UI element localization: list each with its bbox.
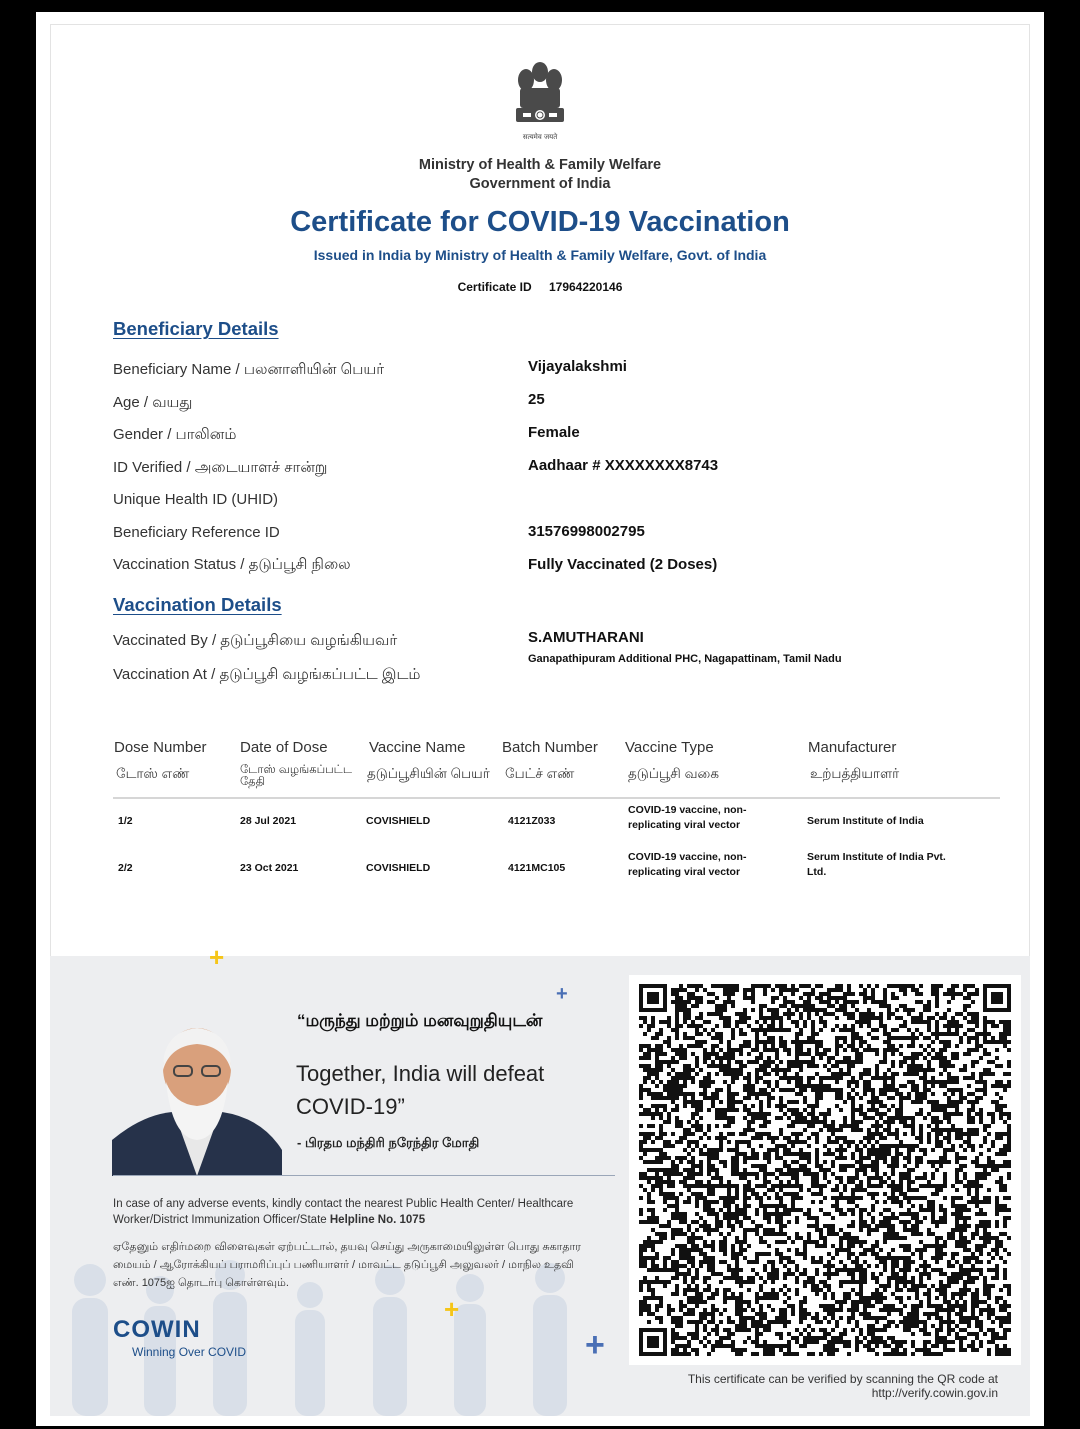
- plus-icon: +: [209, 942, 225, 972]
- col-manufacturer-ta: உற்பத்தியாளர்: [810, 766, 900, 781]
- dose-2-manufacturer: Serum Institute of India Pvt. Ltd.: [807, 851, 946, 878]
- dose-1-number: 1/2: [118, 815, 133, 827]
- gender-value: Female: [528, 424, 580, 441]
- beneficiary-name-label: Beneficiary Name / பலனாளியின் பெயர்: [113, 361, 385, 378]
- quote-english: Together, India will defeat COVID-19”: [296, 1061, 545, 1119]
- vaccination-status-label: Vaccination Status / தடுப்பூசி நிலை: [113, 556, 351, 573]
- prime-minister-portrait: [112, 1020, 282, 1176]
- table-divider: [113, 797, 1000, 799]
- dose-1-batch: 4121Z033: [508, 815, 556, 827]
- col-vaccine-type-ta: தடுப்பூசி வகை: [628, 766, 719, 781]
- dose-2-type: COVID-19 vaccine, non-replicating viral vector: [628, 851, 747, 878]
- plus-icon: +: [444, 1294, 460, 1324]
- dose-1-type: COVID-19 vaccine, non-replicating viral vector: [628, 804, 747, 831]
- page-subtitle: Issued in India by Ministry of Health & Family Welfare, Govt. of India: [313, 247, 767, 263]
- dose-2-number: 2/2: [118, 862, 133, 874]
- verification-text: This certificate can be verified by scanning the QR code at: [687, 1372, 998, 1386]
- col-batch-number: Batch Number: [502, 739, 598, 756]
- certificate-id: [0, 280, 1080, 294]
- helpline-number: Helpline No. 1075: [329, 1214, 426, 1226]
- beneficiary-name-value: Vijayalakshmi: [528, 358, 627, 375]
- id-verified-label: ID Verified / அடையாளச் சான்று: [113, 459, 328, 476]
- age-label: Age / வயது: [113, 394, 193, 411]
- cowin-tagline: Winning Over COVID: [132, 1345, 247, 1359]
- qr-code-container: [629, 975, 1021, 1365]
- col-vaccine-name: Vaccine Name: [369, 739, 466, 756]
- page-title: Certificate for COVID-19 Vaccination: [290, 206, 790, 238]
- plus-icon: +: [556, 983, 568, 1005]
- certificate-id-label: Certificate ID: [457, 280, 532, 294]
- dose-1-date: 28 Jul 2021: [240, 815, 297, 827]
- col-batch-number-ta: பேட்ச் எண்: [505, 766, 575, 781]
- vaccination-at-value: Ganapathipuram Additional PHC, Nagapattinam, Tamil Nadu: [528, 653, 842, 665]
- dose-2-vaccine: COVISHIELD: [366, 862, 431, 874]
- national-emblem-icon: [511, 58, 569, 144]
- dose-2-batch: 4121MC105: [508, 862, 566, 874]
- age-value: 25: [528, 391, 545, 408]
- col-date-of-dose: Date of Dose: [240, 739, 328, 756]
- reference-id-label: Beneficiary Reference ID: [113, 524, 280, 541]
- col-vaccine-type: Vaccine Type: [625, 739, 714, 756]
- beneficiary-details-heading: Beneficiary Details: [113, 318, 279, 339]
- ministry-name: Ministry of Health & Family Welfare: [418, 157, 662, 173]
- reference-id-value: 31576998002795: [528, 523, 645, 540]
- uhid-label: Unique Health ID (UHID): [113, 491, 279, 508]
- col-dose-number: Dose Number: [114, 739, 207, 756]
- vaccinated-by-label: Vaccinated By / தடுப்பூசியை வழங்கியவர்: [113, 632, 398, 649]
- plus-icon: +: [585, 1326, 605, 1364]
- government-name: Government of India: [469, 176, 611, 192]
- vaccination-at-label: Vaccination At / தடுப்பூசி வழங்கப்பட்ட இடம்: [113, 666, 421, 683]
- quote-attribution: - பிரதம மந்திரி நரேந்திர மோதி: [297, 1135, 480, 1150]
- certificate-id-value: 17964220146: [548, 280, 623, 294]
- vaccinated-by-value: S.AMUTHARANI: [528, 629, 644, 646]
- vaccination-details-heading: Vaccination Details: [113, 594, 282, 615]
- emblem-motto: सत्यमेव जयते: [522, 133, 558, 141]
- helpline-note-text: In case of any adverse events, kindly contact the nearest Public Health Center/ Healthcare Worker/District Immunization Officer/State: [113, 1198, 574, 1226]
- gender-label: Gender / பாலினம்: [113, 426, 237, 443]
- helpline-note-tamil: ஏதேனும் எதிர்மறை விளைவுகள் ஏற்பட்டால், தயவு செய்து அருகாமையிலுள்ள பொது சுகாதார மையம் / ஆரோக்கியப் பராமரிப்புப் பணியாளர் / மாவட்ட தடுப்பூசி அலுவலர் / மாநில உதவி எண். 1075ஐ தொடர்பு கொள்ளவும்.: [113, 1241, 581, 1289]
- dose-1-vaccine: COVISHIELD: [366, 815, 431, 827]
- col-manufacturer: Manufacturer: [808, 739, 897, 756]
- cowin-logo: COWIN: [113, 1316, 201, 1343]
- footer-divider: [113, 1175, 615, 1176]
- dose-1-manufacturer: Serum Institute of India: [807, 815, 924, 827]
- vaccination-status-value: Fully Vaccinated (2 Doses): [528, 556, 718, 573]
- verification-note: [640, 1372, 998, 1400]
- id-verified-value: Aadhaar # XXXXXXXX8743: [528, 457, 719, 474]
- helpline-note-english: [113, 1196, 593, 1228]
- col-dose-number-ta: டோஸ் எண்: [116, 766, 190, 781]
- col-vaccine-name-ta: தடுப்பூசியின் பெயர்: [367, 766, 490, 781]
- verification-url: http://verify.cowin.gov.in: [871, 1386, 998, 1400]
- col-date-of-dose-ta: டோஸ் வழங்கப்பட்ட தேதி: [240, 764, 352, 788]
- dose-2-date: 23 Oct 2021: [240, 862, 299, 874]
- quote-tamil: “மருந்து மற்றும் மனவுறுதியுடன்: [297, 1011, 543, 1030]
- qr-code-icon: [639, 984, 1011, 1356]
